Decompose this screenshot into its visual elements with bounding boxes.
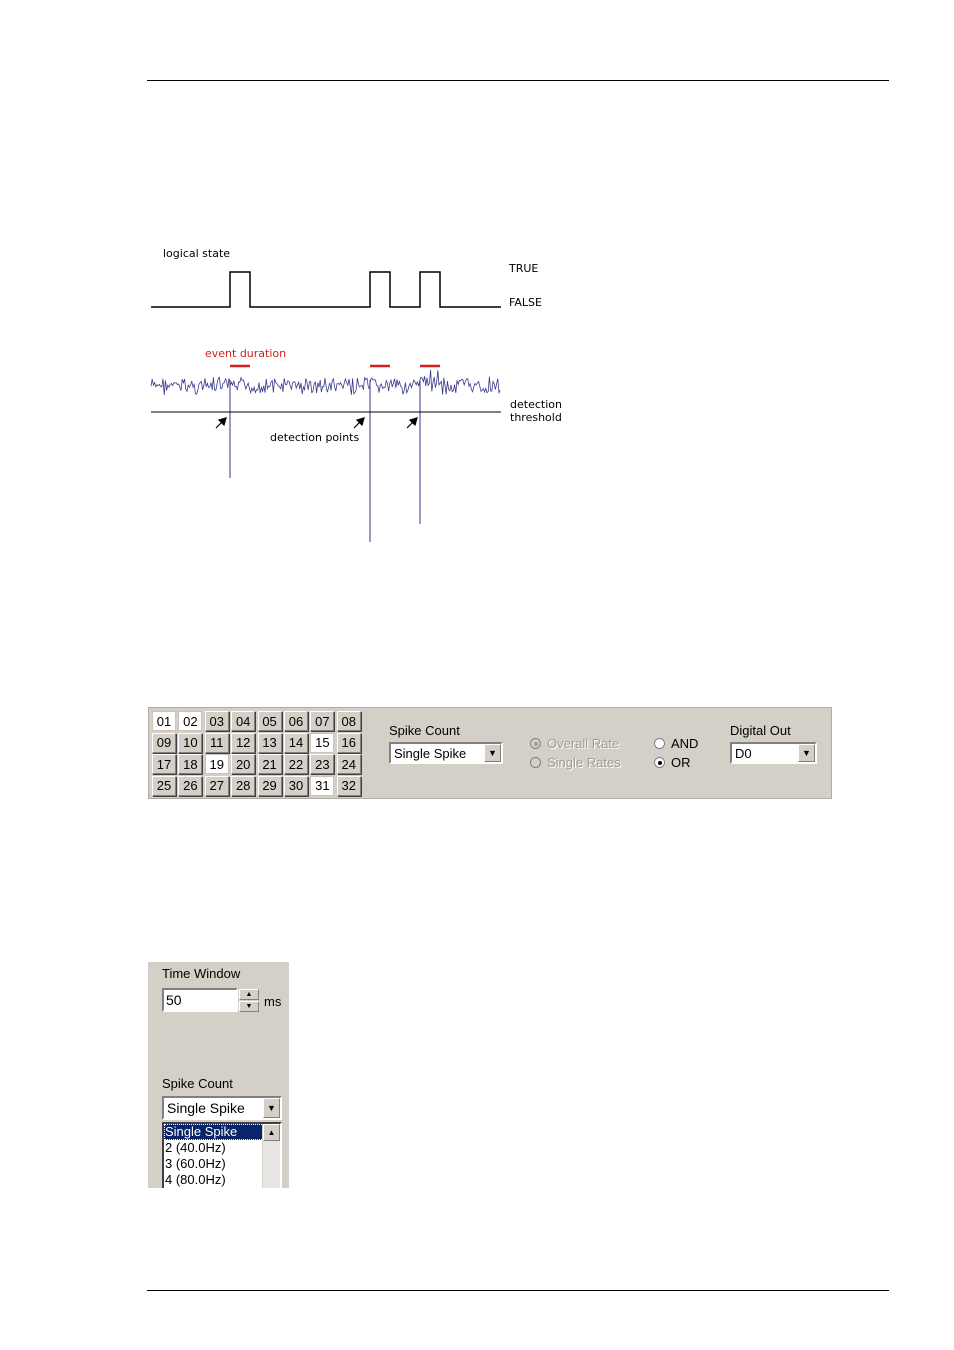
channel-button-26[interactable]: 26 xyxy=(178,776,202,796)
channel-button-17[interactable]: 17 xyxy=(152,754,176,774)
list-item-0[interactable]: Single Spike xyxy=(164,1124,280,1140)
channel-button-31[interactable]: 31 xyxy=(310,776,334,796)
digital-out-label: Digital Out xyxy=(730,723,791,738)
channel-button-11[interactable]: 11 xyxy=(205,733,229,753)
list-item-3[interactable]: 4 (80.0Hz) xyxy=(165,1172,226,1187)
channel-button-27[interactable]: 27 xyxy=(205,776,229,796)
channel-button-12[interactable]: 12 xyxy=(231,733,255,753)
event-duration-label: event duration xyxy=(205,347,287,360)
or-radio[interactable] xyxy=(654,755,691,770)
channel-button-13[interactable]: 13 xyxy=(258,733,282,753)
channel-button-06[interactable]: 06 xyxy=(284,711,308,731)
radio-icon xyxy=(654,738,665,749)
and-label: AND xyxy=(671,736,699,751)
chevron-down-icon[interactable]: ▼ xyxy=(798,744,815,762)
channel-button-20[interactable]: 20 xyxy=(231,754,255,774)
detection-points-label: detection points xyxy=(270,431,360,444)
time-window-label: Time Window xyxy=(162,966,241,981)
channel-button-16[interactable]: 16 xyxy=(337,733,361,753)
single-rates-radio[interactable] xyxy=(530,755,621,770)
detection-arrow-2 xyxy=(354,418,364,428)
list-item-2[interactable]: 3 (60.0Hz) xyxy=(165,1156,226,1171)
single-rates-label: Single Rates xyxy=(547,755,621,770)
header-rule xyxy=(147,80,889,81)
channel-button-10[interactable]: 10 xyxy=(178,733,202,753)
channel-selection-panel xyxy=(148,707,832,799)
digital-out-combo[interactable] xyxy=(730,742,817,764)
channel-button-04[interactable]: 04 xyxy=(231,711,255,731)
channel-button-25[interactable]: 25 xyxy=(152,776,176,796)
detection-threshold-label-1: detection xyxy=(510,398,562,411)
radio-icon xyxy=(654,757,665,768)
and-radio[interactable] xyxy=(654,736,698,751)
logical-state-trace xyxy=(151,272,501,307)
channel-button-07[interactable]: 07 xyxy=(310,711,334,731)
channel-button-19[interactable]: 19 xyxy=(205,754,229,774)
true-label: TRUE xyxy=(509,262,539,275)
or-label: OR xyxy=(671,755,691,770)
spin-down-icon[interactable]: ▼ xyxy=(239,1001,259,1012)
channel-button-09[interactable]: 09 xyxy=(152,733,176,753)
detection-arrow-1 xyxy=(216,418,226,428)
overall-rate-radio[interactable] xyxy=(530,736,619,751)
footer-rule xyxy=(147,1290,889,1291)
chevron-down-icon[interactable]: ▼ xyxy=(263,1098,280,1118)
detection-arrow-3 xyxy=(407,418,417,428)
channel-button-02[interactable]: 02 xyxy=(178,711,202,731)
spike-count-value-2: Single Spike xyxy=(167,1100,245,1116)
channel-button-30[interactable]: 30 xyxy=(284,776,308,796)
channel-button-22[interactable]: 22 xyxy=(284,754,308,774)
scroll-up-icon[interactable]: ▲ xyxy=(263,1124,280,1141)
spike-detection-diagram xyxy=(148,240,568,550)
list-item-1[interactable]: 2 (40.0Hz) xyxy=(165,1140,226,1155)
time-window-value: 50 xyxy=(166,992,182,1008)
radio-icon xyxy=(530,757,541,768)
channel-button-14[interactable]: 14 xyxy=(284,733,308,753)
chevron-down-icon[interactable]: ▼ xyxy=(484,744,501,762)
channel-grid xyxy=(152,711,361,796)
channel-button-01[interactable]: 01 xyxy=(152,711,176,731)
channel-button-21[interactable]: 21 xyxy=(258,754,282,774)
channel-button-03[interactable]: 03 xyxy=(205,711,229,731)
time-window-panel xyxy=(148,962,289,1188)
channel-button-24[interactable]: 24 xyxy=(337,754,361,774)
channel-button-05[interactable]: 05 xyxy=(258,711,282,731)
digital-out-value: D0 xyxy=(735,746,752,761)
spin-up-icon[interactable]: ▲ xyxy=(239,989,259,1000)
spike-count-value: Single Spike xyxy=(394,746,467,761)
false-label: FALSE xyxy=(509,296,542,309)
radio-icon xyxy=(530,738,541,749)
unit-label: ms xyxy=(264,994,282,1009)
spike-count-combo-2[interactable] xyxy=(162,1096,282,1120)
channel-button-15[interactable]: 15 xyxy=(310,733,334,753)
spike-count-label: Spike Count xyxy=(389,723,460,738)
spike-count-label-2: Spike Count xyxy=(162,1076,233,1091)
channel-button-29[interactable]: 29 xyxy=(258,776,282,796)
overall-rate-label: Overall Rate xyxy=(547,736,620,751)
time-window-input[interactable] xyxy=(162,988,238,1012)
spike-count-combo[interactable] xyxy=(389,742,503,764)
detection-threshold-label-2: threshold xyxy=(510,411,562,424)
noise-signal xyxy=(151,370,500,395)
channel-button-18[interactable]: 18 xyxy=(178,754,202,774)
channel-button-08[interactable]: 08 xyxy=(337,711,361,731)
channel-button-23[interactable]: 23 xyxy=(310,754,334,774)
channel-button-28[interactable]: 28 xyxy=(231,776,255,796)
scrollbar[interactable] xyxy=(262,1124,280,1188)
logical-state-label: logical state xyxy=(163,247,231,260)
channel-button-32[interactable]: 32 xyxy=(337,776,361,796)
spike-count-dropdown-list[interactable] xyxy=(162,1122,282,1188)
